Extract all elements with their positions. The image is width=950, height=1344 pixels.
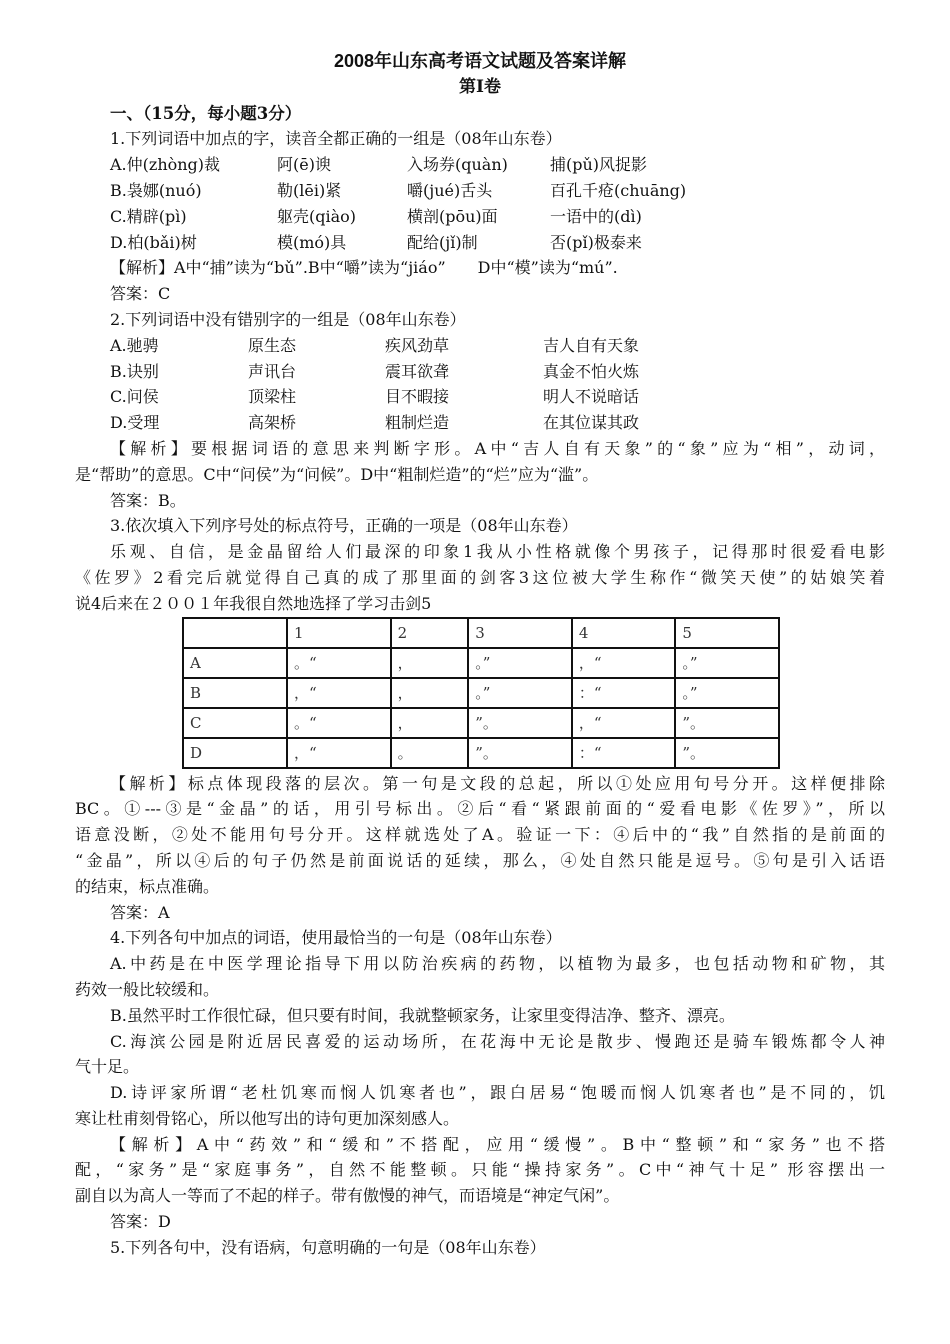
option-cell: 真金不怕火炼 [543,361,640,381]
option-cell: B.袅娜(nuó) [110,180,202,200]
passage-line: 说4后来在２００１年我很自然地选择了学习击剑5 [75,593,432,613]
option-cell: 百孔千疮(chuāng) [550,180,687,200]
table-cell: ，“ [572,708,676,738]
table-cell: 。“ [287,708,391,738]
option-cell: 原生态 [248,335,297,355]
table-cell: 3 [468,618,572,648]
option-cell: 捕(pǔ)风捉影 [550,155,648,175]
analysis-line: 的结束，标点准确。 [75,876,220,896]
option-cell: 躯壳(qiào) [277,206,357,226]
table-cell: 。” [468,678,572,708]
option-cell: 吉人自有天象 [543,335,640,355]
table-cell [183,618,287,648]
table-header-row [183,618,779,648]
table-cell: D [183,738,287,768]
analysis-line: 是“帮助”的意思。C中“问侯”为“问候”。D中“粗制烂造”的“烂”应为“滥”。 [75,464,599,484]
option-line: B.虽然平时工作很忙碌，但只要有时间，我就整顿家务，让家里变得洁净、整齐、漂亮。 [110,1005,735,1025]
option-cell: 模(mó)具 [277,232,347,252]
option-cell: 顶梁柱 [248,387,297,407]
table-cell: ：“ [572,738,676,768]
option-cell: 阿(ē)谀 [277,155,331,175]
table-cell: 。” [468,648,572,678]
table-cell: ，“ [287,738,391,768]
table-cell: 5 [675,618,779,648]
analysis-line: 【解析】要根据词语的意思来判断字形。A中“吉人自有天象”的“象”应为“相”，动词， [110,438,885,458]
analysis-line: “金晶”，所以④后的句子仍然是前面说话的延续，那么，④处自然只能是逗号。⑤句是引入话语 [75,850,885,870]
option-line: C.海滨公园是附近居民喜爱的运动场所，在花海中无论是散步、慢跑还是骑车锻炼都令人神 [110,1031,885,1051]
table-cell: 。“ [287,648,391,678]
table-cell: 2 [391,618,469,648]
option-cell: D.柏(bǎi)树 [110,232,197,252]
option-cell: 入场券(quàn) [407,155,508,175]
option-cell: B.诀别 [110,361,159,381]
analysis-line: BC。①---③是“金晶”的话，用引号标出。②后“看“紧跟前面的“爱看电影《佐罗》”，所以 [75,799,885,819]
table-cell: A [183,648,287,678]
option-line: D.诗评家所谓“老杜饥寒而悯人饥寒者也”，跟白居易“饱暖而悯人饥寒者也”是不同的，饥 [110,1083,885,1103]
analysis-line: 配，“家务”是“家庭事务”，自然不能整顿。只能“操持家务”。C中“神气十足” 形容摆出一 [75,1160,885,1180]
table-cell: 。 [391,738,469,768]
analysis-line: 副自以为高人一等而了不起的样子。带有傲慢的神气，而语境是“神定气闲”。 [75,1186,620,1206]
option-row [75,333,885,359]
option-cell: 高架桥 [248,413,297,433]
table-cell: ， [391,648,469,678]
passage-line: 乐观、自信，是金晶留给人们最深的印象1我从小性格就像个男孩子，记得那时很爱看电影 [110,542,885,562]
option-cell: C.精辟(pì) [110,206,187,226]
table-row [183,678,779,708]
table-cell: ，“ [572,648,676,678]
option-cell: 粗制烂造 [385,413,450,433]
option-line: A.中药是在中医学理论指导下用以防治疾病的药物，以植物为最多，也包括动物和矿物，其 [110,954,885,974]
punctuation-table [182,617,780,769]
table-cell: ”。 [675,738,779,768]
option-row [75,152,885,178]
option-cell: 横剖(pōu)面 [407,206,498,226]
option-row [75,178,885,204]
option-cell: D.受理 [110,413,160,433]
option-cell: 在其位谋其政 [543,413,640,433]
table-cell: ”。 [675,708,779,738]
table-cell: 4 [572,618,676,648]
option-cell: A.仲(zhòng)裁 [110,155,221,175]
option-line: 药效一般比较缓和。 [75,979,220,999]
option-line: 寒让杜甫刻骨铭心，所以他写出的诗句更加深刻感人。 [75,1108,460,1128]
question-stem: 4.下列各句中加点的词语，使用最恰当的一句是（08年山东卷） [110,928,562,948]
table-cell: ，“ [287,678,391,708]
table-cell: C [183,708,287,738]
option-cell: 目不暇接 [385,387,450,407]
volume-title: 第Ⅰ卷 [459,76,501,97]
option-row [75,384,885,410]
table-cell: ”。 [468,738,572,768]
option-cell: 震耳欲聋 [385,361,450,381]
option-cell: 否(pǐ)极泰来 [550,232,642,252]
option-row [75,204,885,230]
option-cell: 配给(jǐ)制 [407,232,478,252]
table-row [183,648,779,678]
analysis-line: 【解析】A中“药效”和“缓和”不搭配，应用“缓慢”。B中“整顿”和“家务”也不搭 [110,1134,885,1154]
table-cell: 。” [675,678,779,708]
section-heading: 一、（15分，每小题3分） [110,103,302,123]
option-cell: 明人不说暗话 [543,387,640,407]
question-stem: 1.下列词语中加点的字，读音全都正确的一组是（08年山东卷） [110,129,562,149]
answer: 答案：D [110,1212,171,1232]
table-cell: ：“ [572,678,676,708]
table-cell: ， [391,708,469,738]
option-cell: C.问侯 [110,387,159,407]
option-row [75,230,885,256]
passage-line: 《佐罗》2看完后就觉得自己真的成了那里面的剑客3这位被大学生称作“微笑天使”的姑娘笑着 [75,567,885,587]
table-cell: 。” [675,648,779,678]
table-row [183,738,779,768]
option-row [75,359,885,385]
option-cell: 勒(lēi)紧 [277,180,342,200]
table-cell: ， [391,678,469,708]
table-cell: B [183,678,287,708]
answer: 答案：B。 [110,490,186,510]
answer: 答案：C [110,284,171,304]
option-cell: 嚼(jué)舌头 [407,180,493,200]
analysis-line: 【解析】A中“捕”读为“bǔ”.B中“嚼”读为“jiáo” D中“模”读为“mú”. [110,258,618,278]
table-row [183,708,779,738]
option-line: 气十足。 [75,1057,140,1077]
analysis-line: 语意没断，②处不能用句号分开。这样就选处了A。验证一下：④后中的“我”自然指的是前面的 [75,825,885,845]
option-cell: A.驰骋 [110,335,159,355]
table-cell: 1 [287,618,391,648]
analysis-line: 【解析】标点体现段落的层次。第一句是文段的总起，所以①处应用句号分开。这样便排除 [110,773,885,793]
question-stem: 3.依次填入下列序号处的标点符号，正确的一项是（08年山东卷） [110,516,578,536]
question-stem: 2.下列词语中没有错别字的一组是（08年山东卷） [110,309,466,329]
option-row [75,410,885,436]
option-cell: 疾风劲草 [385,335,450,355]
option-cell: 一语中的(dì) [550,206,642,226]
answer: 答案：A [110,902,170,922]
document-title: 2008年山东高考语文试题及答案详解 [333,51,627,71]
option-cell: 声讯台 [248,361,297,381]
document-page [75,49,885,1261]
question-stem: 5.下列各句中，没有语病，句意明确的一句是（08年山东卷） [110,1237,546,1257]
table-cell: ”。 [468,708,572,738]
